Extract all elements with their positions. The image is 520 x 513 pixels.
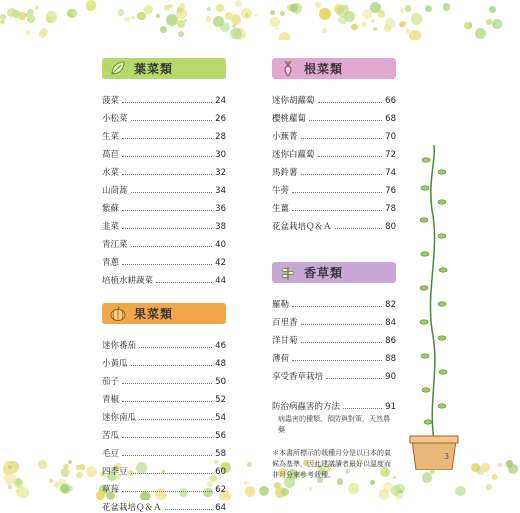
- dot-leader: [122, 102, 212, 103]
- entry-page: 88: [385, 354, 396, 364]
- entry-page: 74: [385, 168, 396, 178]
- entry-name: 羅勒: [272, 300, 290, 310]
- toc-entry[interactable]: [102, 268, 226, 286]
- decorative-dot: [118, 9, 124, 15]
- decorative-dot: [49, 479, 53, 483]
- entry-subtitle: 病蟲害的種類、預防與對策、天然農藥: [278, 415, 390, 434]
- toc-entry[interactable]: [272, 124, 396, 142]
- decorative-dot: [280, 11, 285, 16]
- entry-page: 46: [215, 341, 226, 351]
- decorative-dot: [184, 19, 187, 22]
- toc-entry[interactable]: [272, 310, 396, 328]
- entry-page: 68: [385, 114, 396, 124]
- dot-leader: [343, 408, 382, 409]
- section-header-herb: [272, 262, 396, 283]
- entry-name: 草莓: [102, 485, 120, 495]
- entry-name: 紫蘇: [102, 204, 120, 214]
- toc-entry[interactable]: [272, 196, 396, 214]
- dot-leader: [165, 509, 213, 510]
- entry-page: 34: [215, 186, 226, 196]
- decorative-dot: [270, 17, 280, 27]
- section-header-fruit: [102, 303, 226, 324]
- dot-leader: [139, 419, 212, 420]
- dot-leader: [122, 138, 212, 139]
- decorative-dot: [168, 4, 172, 8]
- decorative-dot: [14, 479, 22, 487]
- entry-page: 56: [215, 431, 226, 441]
- toc-entry[interactable]: [102, 250, 226, 268]
- toc-entry[interactable]: [102, 106, 226, 124]
- leaf-icon: [109, 60, 127, 77]
- entry-name: 迷你番茄: [102, 341, 137, 351]
- dot-leader: [131, 365, 213, 366]
- dot-leader: [156, 282, 212, 283]
- decorative-dot: [254, 14, 257, 17]
- dot-leader: [292, 192, 382, 193]
- section-title: 根菜類: [304, 62, 344, 76]
- decorative-dot: [315, 2, 321, 8]
- toc-entry[interactable]: [102, 232, 226, 250]
- dot-leader: [292, 306, 382, 307]
- decorative-dot: [80, 464, 86, 470]
- decorative-dot: [27, 15, 35, 23]
- dot-leader: [131, 120, 213, 121]
- decorative-dot: [8, 485, 12, 489]
- decorative-dot: [362, 22, 366, 26]
- entry-page: 58: [215, 449, 226, 459]
- toc-entry[interactable]: [102, 333, 226, 351]
- dot-leader: [122, 383, 212, 384]
- entry-name: 洋甘菊: [272, 336, 298, 346]
- dot-leader: [131, 192, 213, 193]
- entry-name: 享受香草栽培: [272, 372, 324, 382]
- decorative-dot: [379, 489, 389, 499]
- decorative-dot: [26, 30, 31, 35]
- toc-right-column: [272, 58, 396, 481]
- potted-vine-illustration: [398, 140, 470, 470]
- entry-name: 四季豆: [102, 467, 128, 477]
- entry-name: 青江菜: [102, 240, 128, 250]
- entry-page: 64: [215, 503, 226, 513]
- entry-name: 青椒: [102, 395, 120, 405]
- toc-entry[interactable]: [272, 88, 396, 106]
- decorative-dot: [281, 488, 289, 496]
- decorative-dot: [207, 7, 211, 11]
- entry-name: 萵苣: [102, 150, 120, 160]
- decorative-dot: [160, 26, 167, 33]
- entry-page: 36: [215, 204, 226, 214]
- dot-leader: [122, 174, 212, 175]
- toc-entry[interactable]: [102, 214, 226, 232]
- decorative-dot: [489, 6, 496, 13]
- decorative-dot: [370, 480, 375, 485]
- decorative-dot: [492, 474, 497, 479]
- entry-page: 52: [215, 395, 226, 405]
- pumpkin-icon: [109, 305, 127, 322]
- entry-name: 苦瓜: [102, 431, 120, 441]
- dot-leader: [131, 246, 213, 247]
- decorative-dot: [39, 31, 46, 38]
- section-title: 果菜類: [134, 307, 174, 321]
- entry-page: 40: [215, 240, 226, 250]
- entry-page: 82: [385, 300, 396, 310]
- decorative-dot: [425, 6, 432, 13]
- decorative-dot: [35, 6, 39, 10]
- entry-page: 84: [385, 318, 396, 328]
- dot-leader: [122, 455, 212, 456]
- decorative-dot: [245, 486, 256, 497]
- radish-icon: [279, 60, 297, 77]
- toc-entry[interactable]: [272, 346, 396, 364]
- section-title: 葉菜類: [134, 62, 174, 76]
- entry-list-fruit: [102, 333, 226, 513]
- entry-name: 迷你南瓜: [102, 413, 137, 423]
- entry-name: 牛蒡: [272, 186, 290, 196]
- dot-leader: [318, 156, 383, 157]
- section-header-root: [272, 58, 396, 79]
- decorative-dot: [18, 12, 26, 20]
- dot-leader: [139, 347, 212, 348]
- entry-name: 迷你胡蘿蔔: [272, 96, 315, 106]
- decorative-dot: [486, 19, 492, 25]
- decorative-dot: [177, 20, 185, 28]
- decorative-dot: [124, 17, 130, 23]
- decorative-dot: [68, 460, 72, 464]
- entry-name: 水菜: [102, 168, 120, 178]
- decorative-dot: [67, 470, 70, 473]
- decorative-dot: [131, 16, 135, 20]
- entry-name: 迷你白蘿蔔: [272, 150, 315, 160]
- section-title: 香草類: [304, 266, 344, 280]
- entry-page: 76: [385, 186, 396, 196]
- entry-name: 生薑: [272, 204, 290, 214]
- entry-name: 培植水耕蔬菜: [102, 276, 154, 286]
- entry-page: 66: [385, 96, 396, 106]
- decorative-dot: [46, 17, 52, 23]
- dot-leader: [122, 401, 212, 402]
- decorative-dot: [492, 19, 501, 28]
- footnote: ＊本書所標示的栽種月分是以日本的氣候為基準，因此建議讀者最好以溫度而非月分來參考栽種。: [272, 449, 391, 479]
- decorative-dot: [275, 27, 278, 30]
- decorative-dot: [344, 11, 355, 22]
- entry-name: 防治病蟲害的方法: [272, 402, 341, 412]
- toc-entry[interactable]: [272, 328, 396, 346]
- entry-page: 50: [215, 377, 226, 387]
- toc-entry[interactable]: [102, 178, 226, 196]
- dot-leader: [122, 156, 212, 157]
- toc-entry[interactable]: [102, 477, 226, 495]
- entry-page: 30: [215, 150, 226, 160]
- toc-entry[interactable]: [272, 292, 396, 310]
- dot-leader: [292, 360, 382, 361]
- decorative-dot: [206, 16, 211, 21]
- decorative-dot: [156, 14, 160, 18]
- decorative-dot: [409, 30, 421, 40]
- decorative-dot: [176, 8, 187, 19]
- dot-leader: [122, 264, 212, 265]
- toc-entry[interactable]: [102, 495, 226, 513]
- decorative-dot: [475, 28, 487, 40]
- dot-leader: [301, 342, 383, 343]
- toc-entry[interactable]: [102, 423, 226, 441]
- decorative-dot: [247, 462, 252, 467]
- toc-entry[interactable]: [102, 160, 226, 178]
- decorative-dot: [309, 487, 313, 491]
- entry-page: 72: [385, 150, 396, 160]
- decorative-dot: [16, 490, 19, 493]
- entry-page: 32: [215, 168, 226, 178]
- toc-entry[interactable]: [102, 124, 226, 142]
- dot-leader: [301, 324, 383, 325]
- toc-entry[interactable]: [272, 106, 396, 124]
- toc-entry[interactable]: [102, 369, 226, 387]
- toc-entry[interactable]: [272, 142, 396, 160]
- entry-page: 26: [215, 114, 226, 124]
- dot-leader: [292, 210, 382, 211]
- entry-page: 24: [215, 96, 226, 106]
- entry-list-herb: [272, 292, 396, 382]
- decorative-dot: [322, 28, 327, 33]
- decorative-dot: [17, 487, 28, 498]
- decorative-dot: [60, 484, 69, 493]
- decorative-dot: [443, 3, 450, 10]
- decorative-dot: [245, 13, 249, 17]
- toc-entry[interactable]: [102, 405, 226, 423]
- entry-name: 小黃瓜: [102, 359, 128, 369]
- decorative-dot: [362, 9, 372, 19]
- entry-name: 馬鈴薯: [272, 168, 298, 178]
- decorative-dot: [422, 472, 433, 483]
- entry-name: 花盆栽培Ｑ＆Ａ: [102, 503, 162, 513]
- entry-page: 78: [385, 204, 396, 214]
- decorative-dot: [86, 466, 97, 477]
- section-header-leafy: [102, 58, 226, 79]
- decorative-dot: [86, 0, 97, 11]
- entry-list-root: [272, 88, 396, 232]
- decorative-dot: [385, 18, 396, 29]
- toc-entry[interactable]: [102, 196, 226, 214]
- toc-entry[interactable]: [102, 351, 226, 369]
- decorative-dot: [0, 20, 4, 24]
- entry-name: 花盆栽培Ｑ＆Ａ: [272, 222, 332, 232]
- dot-leader: [122, 210, 212, 211]
- decorative-dot: [455, 486, 466, 497]
- dot-leader: [301, 174, 383, 175]
- decorative-dot: [259, 486, 270, 497]
- entry-name: 生菜: [102, 132, 120, 142]
- entry-page: 91: [385, 402, 396, 412]
- toc-entry-pest-control[interactable]: [272, 394, 396, 412]
- entry-name: 菠菜: [102, 96, 120, 106]
- entry-name: 百里香: [272, 318, 298, 328]
- dot-leader: [122, 228, 212, 229]
- entry-name: 櫻桃蘿蔔: [272, 114, 307, 124]
- dot-leader: [326, 378, 382, 379]
- decorative-dot: [38, 460, 47, 469]
- entry-page: 70: [385, 132, 396, 142]
- entry-page: 60: [215, 467, 226, 477]
- toc-left-column: [102, 58, 226, 513]
- herb-sprig-icon: [279, 264, 297, 281]
- toc-entry[interactable]: [272, 160, 396, 178]
- decorative-dot: [244, 481, 248, 485]
- entry-page: 80: [385, 222, 396, 232]
- entry-name: 薄荷: [272, 354, 290, 364]
- entry-page: 48: [215, 359, 226, 369]
- dot-leader: [335, 228, 383, 229]
- toc-entry[interactable]: [272, 214, 396, 232]
- entry-name: 小蕪菁: [272, 132, 298, 142]
- decorative-dot: [0, 14, 6, 20]
- entry-name: 青蔥: [102, 258, 120, 268]
- toc-entry[interactable]: [102, 459, 226, 477]
- dot-leader: [122, 437, 212, 438]
- decorative-dot: [498, 463, 502, 467]
- entry-list-leafy: [102, 88, 226, 286]
- entry-page: 90: [385, 372, 396, 382]
- toc-entry[interactable]: [272, 364, 396, 382]
- dot-leader: [309, 120, 382, 121]
- decorative-dot: [137, 12, 146, 21]
- page-number: 3: [444, 452, 450, 461]
- decorative-dot: [319, 8, 331, 20]
- entry-page: 62: [215, 485, 226, 495]
- toc-entry[interactable]: [102, 88, 226, 106]
- toc-entry[interactable]: [102, 142, 226, 160]
- entry-name: 毛豆: [102, 449, 120, 459]
- entry-name: 茄子: [102, 377, 120, 387]
- decorative-dot: [351, 24, 358, 31]
- decorative-dot: [279, 32, 290, 40]
- toc-entry[interactable]: [102, 387, 226, 405]
- decorative-dot: [220, 22, 230, 32]
- decorative-dot: [405, 5, 411, 11]
- toc-entry[interactable]: [272, 178, 396, 196]
- entry-name: 小松菜: [102, 114, 128, 124]
- decorative-dot: [178, 31, 184, 37]
- entry-page: 38: [215, 222, 226, 232]
- entry-page: 86: [385, 336, 396, 346]
- entry-page: 44: [215, 276, 226, 286]
- decorative-dot: [348, 483, 359, 494]
- decorative-dot: [481, 463, 490, 472]
- entry-page: 42: [215, 258, 226, 268]
- entry-page: 28: [215, 132, 226, 142]
- decorative-dot: [235, 0, 242, 7]
- toc-entry[interactable]: [102, 441, 226, 459]
- decorative-dot: [371, 19, 375, 23]
- top-dot-border: [0, 0, 520, 40]
- entry-name: 韭菜: [102, 222, 120, 232]
- entry-page: 54: [215, 413, 226, 423]
- dot-leader: [318, 102, 383, 103]
- dot-leader: [131, 473, 213, 474]
- decorative-dot: [230, 28, 241, 39]
- decorative-dot: [464, 22, 470, 28]
- dot-leader: [122, 491, 212, 492]
- decorative-dot: [76, 472, 82, 478]
- dot-leader: [301, 138, 383, 139]
- decorative-dot: [486, 484, 492, 490]
- decorative-dot: [270, 10, 275, 15]
- decorative-dot: [373, 27, 377, 31]
- decorative-dot: [411, 13, 423, 25]
- decorative-dot: [216, 4, 224, 12]
- entry-name: 山茼蒿: [102, 186, 128, 196]
